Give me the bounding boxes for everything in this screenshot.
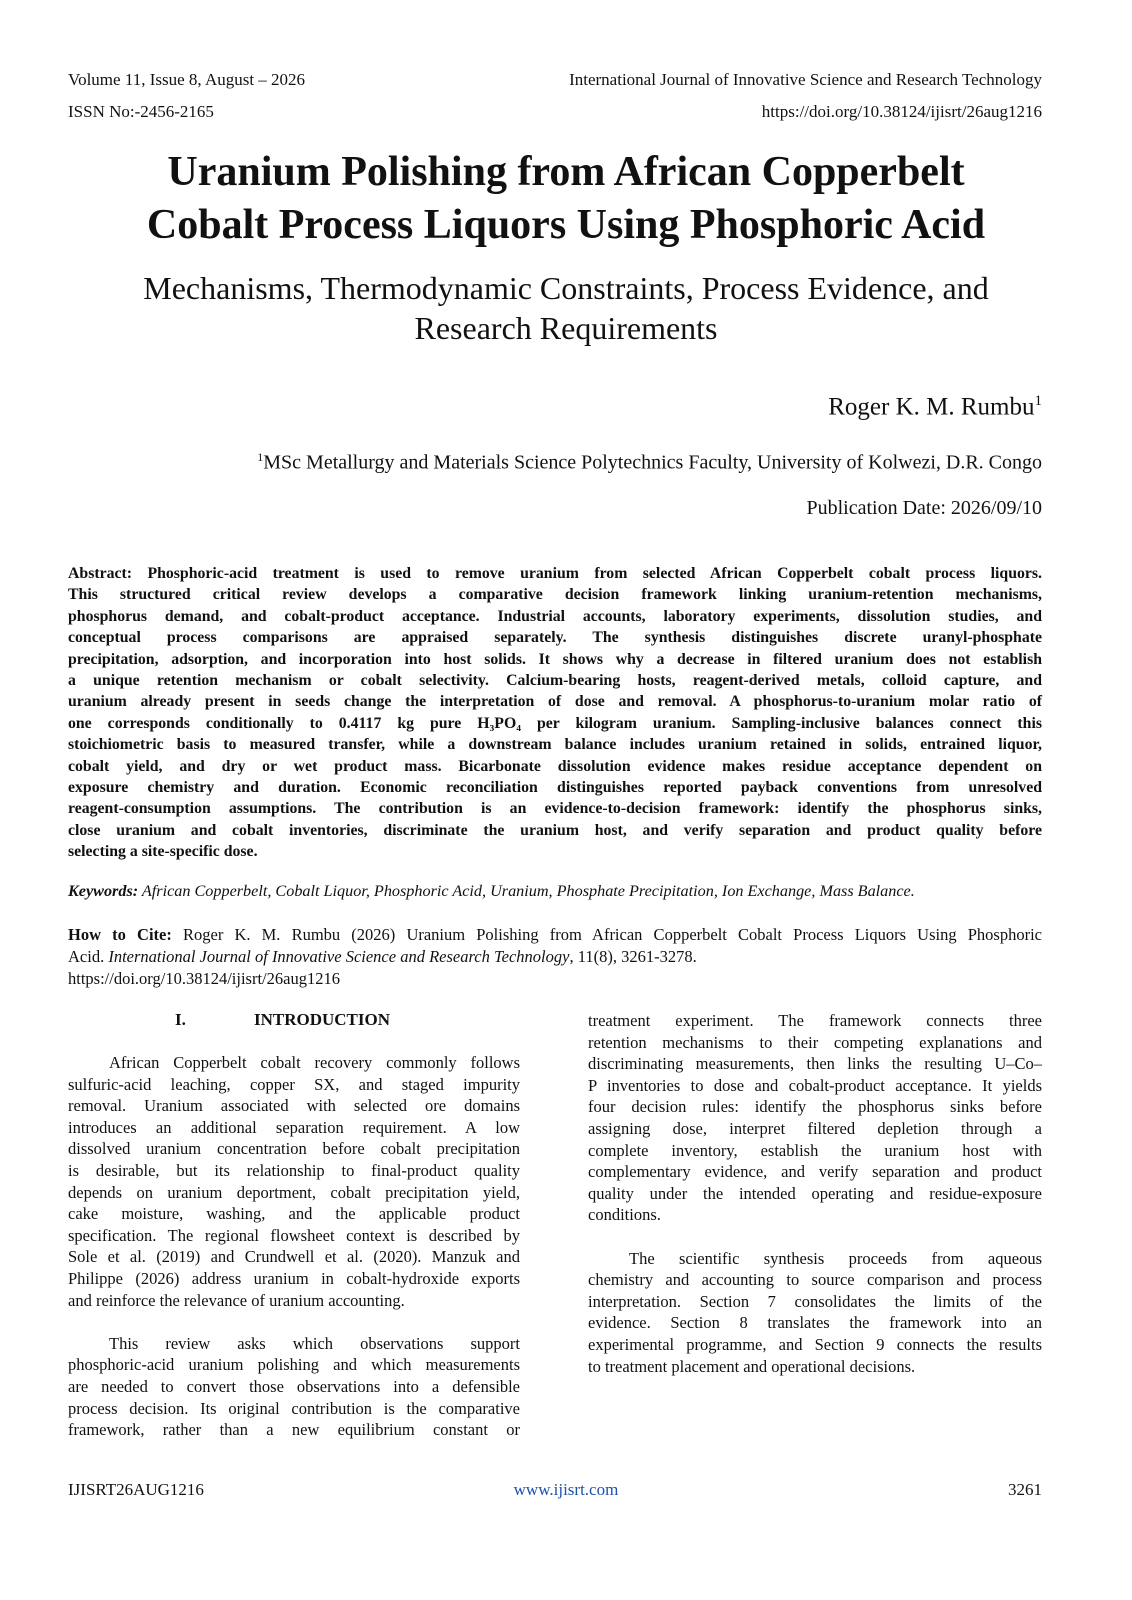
citation-doi[interactable]: https://doi.org/10.38124/ijisrt/26aug1216	[68, 969, 340, 988]
text-line: sulfuric-acid leaching, copper SX, and staged impurity	[68, 1074, 520, 1094]
abstract-line: reagent-consumption assumptions. The contribution is an evidence-to-decision framework: identify the phosphorus sinks,	[68, 800, 1042, 818]
right-paragraph-1	[588, 1010, 1042, 1226]
text-line: Sole et al. (2019) and Crundwell et al. (2020). Manzuk and	[68, 1247, 520, 1267]
abstract-line: stoichiometric basis to measured transfer, while a downstream balance includes uranium retained in solids, entrained liquor,	[68, 736, 1042, 754]
footer-website-link[interactable]: www.ijisrt.com	[513, 1480, 619, 1499]
text-line: four decision rules: identify the phosphorus sinks before	[588, 1097, 1042, 1117]
text-line: evidence. Section 8 translates the framework into an	[588, 1313, 1042, 1333]
abstract-line: phosphorus demand, and cobalt-product acceptance. Industrial accounts, laboratory experiments, dissolution studies, and	[68, 607, 1042, 625]
footer-page-number: 3261	[1008, 1480, 1042, 1499]
text-line: experimental programme, and Section 9 connects the results	[588, 1334, 1042, 1354]
title-line-2: Cobalt Process Liquors Using Phosphoric Acid	[146, 202, 986, 248]
text-line: specification. The regional flowsheet context is described by	[68, 1225, 520, 1245]
text-line: assigning dose, interpret filtered depletion through a	[588, 1118, 1042, 1138]
subtitle-line-2: Research Requirements	[414, 310, 718, 346]
affiliation	[257, 450, 1042, 475]
text-line: African Copperbelt cobalt recovery commonly follows	[109, 1053, 520, 1072]
abstract-line: exposure chemistry and duration. Economic reconciliation distinguishes reported payback conventions from unresolved	[68, 779, 1042, 797]
header-doi[interactable]: https://doi.org/10.38124/ijisrt/26aug1216	[761, 102, 1042, 121]
keywords-label: Keywords:	[68, 882, 139, 900]
abstract-line: Abstract: Phosphoric-acid treatment is used to remove uranium from selected African Copperbelt cobalt process liquors.	[68, 565, 1042, 582]
header-issn: ISSN No:-2456-2165	[68, 102, 214, 121]
abstract-line: cobalt yield, and dry or wet product mass. Bicarbonate dissolution evidence makes residue acceptance dependent on	[68, 757, 1042, 775]
left-paragraph-1	[68, 1052, 520, 1311]
title-line-1: Uranium Polishing from African Copperbelt	[167, 149, 965, 195]
section-title: INTRODUCTION	[254, 1010, 391, 1029]
affiliation-text: MSc Metallurgy and Materials Science Polytechnics Faculty, University of Kolwezi, D.R. Congo	[263, 451, 1042, 474]
left-column	[68, 1052, 520, 1441]
text-line: introduces an additional separation requirement. A low	[68, 1117, 520, 1137]
subtitle-line-1: Mechanisms, Thermodynamic Constraints, Process Evidence, and	[143, 270, 989, 306]
header-volume: Volume 11, Issue 8, August – 2026	[68, 70, 306, 89]
left-paragraph-2	[68, 1333, 520, 1441]
text-line: The scientific synthesis proceeds from aqueous	[629, 1248, 1042, 1268]
text-line: framework, rather than a new equilibrium constant or	[68, 1420, 520, 1440]
text-line: quality under the intended operating and residue-exposure	[588, 1183, 1042, 1203]
text-line: phosphoric-acid uranium polishing and which measurements	[68, 1355, 520, 1375]
citation	[68, 924, 1042, 990]
keywords-text: African Copperbelt, Cobalt Liquor, Phosphoric Acid, Uranium, Phosphate Precipitation, Ion Exchange, Mass Balance.	[138, 882, 915, 900]
citation-journal: International Journal of Innovative Science and Research Technology	[108, 947, 570, 966]
text-line: cake moisture, washing, and the applicable product	[68, 1204, 520, 1224]
text-line: process decision. Its original contribution is the comparative	[68, 1398, 520, 1418]
text-line: Philippe (2026) address uranium in cobalt-hydroxide exports	[68, 1268, 520, 1288]
footer-article-id: IJISRT26AUG1216	[68, 1480, 204, 1499]
text-line: are needed to convert those observations into a defensible	[68, 1376, 520, 1396]
text-line: complementary evidence, and verify separation and product	[588, 1162, 1042, 1182]
text-line: depends on uranium deportment, cobalt precipitation yield,	[68, 1182, 520, 1202]
text-line: is desirable, but its relationship to final-product quality	[68, 1160, 520, 1180]
text-line: P inventories to dose and cobalt-product acceptance. It yields	[588, 1075, 1042, 1095]
text-line: retention mechanisms to their competing explanations and	[588, 1032, 1042, 1052]
paper-subtitle	[40, 268, 1092, 348]
abstract-label: Abstract:	[68, 565, 133, 582]
author-name: Roger K. M. Rumbu	[828, 393, 1035, 421]
text-line: treatment experiment. The framework connects three	[588, 1011, 1042, 1030]
affiliation-superscript: 1	[257, 450, 264, 464]
text-line: and reinforce the relevance of uranium accounting.	[68, 1290, 405, 1310]
text-line: removal. Uranium associated with selected ore domains	[68, 1096, 520, 1116]
text-line: discriminating measurements, then links the resulting U–Co–	[588, 1054, 1042, 1074]
author-superscript: 1	[1034, 393, 1042, 409]
abstract-line: one corresponds conditionally to 0.4117 kg pure H₃PO₄ per kilogram uranium. Sampling-inclusive balances connect this	[68, 714, 1042, 732]
text-line: chemistry and accounting to source comparison and process	[588, 1270, 1042, 1290]
text-line: to treatment placement and operational decisions.	[588, 1356, 916, 1376]
abstract-line: conceptual process comparisons are appraised separately. The synthesis distinguishes discrete uranyl-phosphate	[68, 629, 1042, 647]
text-line: dissolved uranium concentration before cobalt precipitation	[68, 1139, 520, 1159]
text-line: complete inventory, establish the uranium host with	[588, 1140, 1042, 1160]
abstract-line: a unique retention mechanism or cobalt selectivity. Calcium-bearing hosts, reagent-derived metals, colloid capture, and	[68, 672, 1042, 690]
abstract	[68, 563, 1042, 863]
abstract-line: selecting a site-specific dose.	[68, 843, 258, 861]
section-number: I.	[175, 1010, 186, 1029]
abstract-line: This structured critical review develops a comparative decision framework linking uranium-retention mechanisms,	[68, 586, 1042, 604]
text-line: This review asks which observations support	[109, 1333, 520, 1353]
abstract-line: precipitation, adsorption, and incorporation into host solids. It shows why a decrease in filtered uranium does not establish	[68, 650, 1042, 668]
paper-title	[40, 146, 1092, 252]
text-line: interpretation. Section 7 consolidates the limits of the	[588, 1291, 1042, 1311]
text-line: conditions.	[588, 1205, 661, 1225]
header-journal: International Journal of Innovative Science and Research Technology	[569, 70, 1042, 89]
abstract-line: uranium already present in seeds change the interpretation of dose and removal. A phosphorus-to-uranium molar ratio of	[68, 693, 1042, 711]
citation-label: How to Cite:	[68, 925, 172, 944]
publication-date: Publication Date: 2026/09/10	[806, 497, 1042, 519]
citation-line-2: Acid. International Journal of Innovative Science and Research Technology, 11(8), 3261-3278.	[68, 947, 697, 966]
right-column	[588, 1010, 1042, 1377]
right-paragraph-2	[588, 1248, 1042, 1378]
citation-line-1: How to Cite: Roger K. M. Rumbu (2026) Uranium Polishing from African Copperbelt Cobalt Process Liquors Using Phosphoric	[68, 925, 1042, 944]
author	[828, 393, 1042, 421]
keywords	[68, 882, 1058, 901]
abstract-line: close uranium and cobalt inventories, discriminate the uranium host, and verify separation and product quality before	[68, 821, 1042, 839]
